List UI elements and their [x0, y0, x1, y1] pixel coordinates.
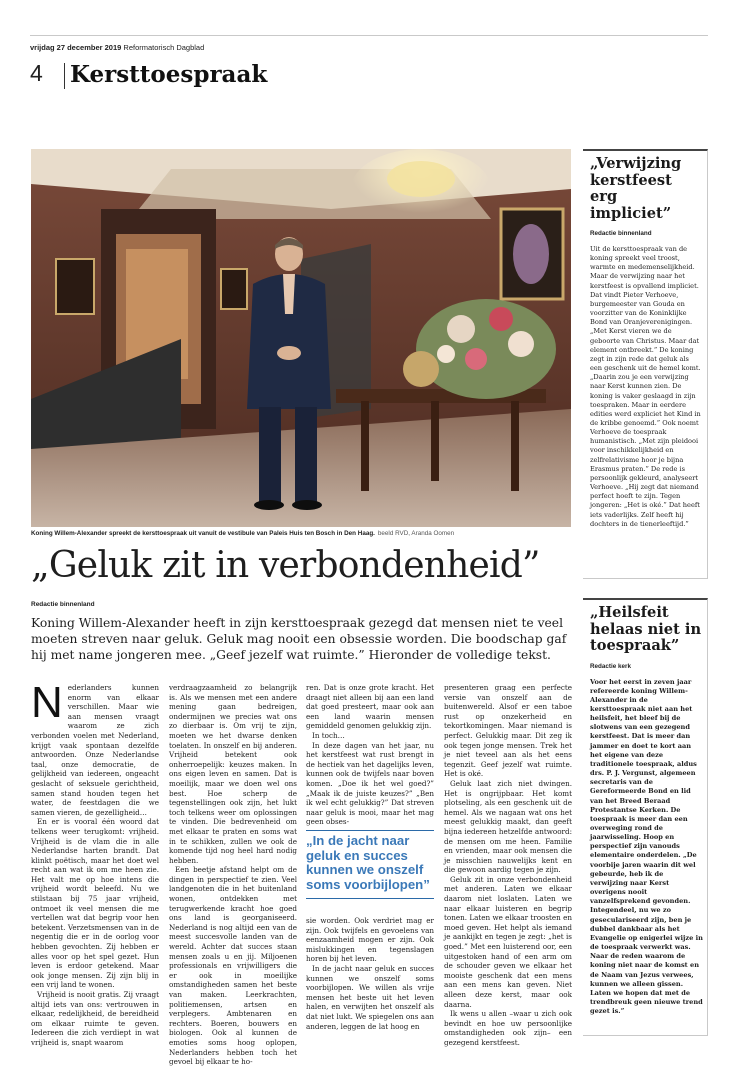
paragraph: In deze dagen van het jaar, nu het kerstfeest wat rust brengt in de hectiek van het dagelijks leven, kunnen ook de twijfels naar boven komen. „Doe ik het wel goed?” „Maak ik de juiste keuzes?” „Ben ik wel echt gelukkig?” Dat streven naar geluk is mooi, maar het mag geen obses- [306, 740, 434, 827]
paragraph: Geluk zit in onze verbondenheid met anderen. Laten we elkaar daarom niet loslaten. Laten we naar elkaar luisteren en begrip tonen. Laten we elkaar troosten en moed geven. Het helpt als iemand je aankijkt en tegen je zegt: „het is goed.” Met een luisterend oor, een uitgestoken hand of een arm om de schouder geven we elkaar het mooiste geschenk dat een mens aan een mens kan geven. Niet alleen deze kerst, maar ook daarna. [444, 874, 572, 1009]
paragraph: presenteren graag een perfecte versie van onszelf aan de buitenwereld. Alsof er een taboe rust op onzekerheid en tekortkomingen. Maar niemand is perfect. Gelukkig maar. Dit zeg ik ook tegen jonge mensen. Trek het je niet teveel aan als het eens tegenzit. Geef jezelf wat ruimte. Het is oké. [444, 683, 572, 779]
photo-illustration [31, 149, 571, 527]
sidebar-text: Voor het eerst in zeven jaar refereerde koning Willem-Alexander in de kersttoespraak niet aan het heilsfeit, het bleef bij de slotwens van een gezegend kerstfeest. Dat is meer dan jammer en doet te kort aan het eigene van deze traditionele toespraak, aldus drs. P. J. Vergunst, algemeen secretaris van de Gereformeerde Bond en lid van het Breed Beraad Protestantse Kerken. De toespraak is meer dan een overweging rond de jaarwisseling. Hoop en perspectief zijn vanouds elementaire onderdelen. „De voorbije jaren waarin dit wel gebeurde, heb ik de verwijzing naar Kerst overigens nooit vanzelfsprekend gevonden. Integendeel, nu we zo geseculariseerd zijn, ben je dubbel dankbaar als het Evangelie op enigerlei wijze in de toespraak verwerkt was. Naar de reden waarom de koning niet naar de komst en de Naam van Jezus verwees, kunnen we alleen gissen. Laten we hopen dat met de trendbreuk geen nieuwe trend gezet is.” [590, 677, 703, 1016]
photo-caption [31, 530, 576, 537]
pull-quote-rule [306, 898, 434, 899]
article-headline: „Geluk zit in verbondenheid” [31, 545, 540, 586]
article-column-2 [169, 683, 297, 1067]
paragraph: Vrijheid is nooit gratis. Zij vraagt altijd iets van ons: vertrouwen in elkaar, redelijkheid, de bereidheid om elkaar ruimte te geven. Iedereen die zich verdiept in wat vrijheid is, snapt waarom [31, 990, 159, 1047]
pull-quote-text: „In de jacht naar geluk en succes kunnen we onszelf soms voorbijlopen” [306, 833, 430, 892]
top-rule [30, 35, 708, 36]
paragraph: verdraagzaamheid zo belangrijk is. Als we mensen met een andere mening gaan bedreigen, ondermijnen we precies wat ons zo dierbaar is. Om vrij te zijn, moeten we het dwarse denken toelaten. In onszelf en bij anderen. Vrijheid betekent ook onherroepelijk: keuzes maken. In ons eigen leven en samen. Dat is moeilijk, maar we doen wel ons best. Hoe scherp de tegenstellingen ook zijn, het lukt toch telkens weer om oplossingen te vinden. Die bedrevenheid om met elkaar te praten en soms wat in te schikken, zullen we ook de komende tijd nog heel hard nodig hebben. [169, 683, 297, 865]
king-photo [31, 149, 571, 527]
paragraph: Geluk laat zich niet dwingen. Het is ongrijpbaar. Het komt plotseling, als een geschenk uit de hemel. Als we nagaan wat ons het meest gelukkig maakt, dan geeft bijna iedereen hetzelfde antwoord: de mensen om me heen. Familie en vrienden, maar ook mensen die je misschien nauwelijks kent en die gewoon aardig tegen je zijn. [444, 778, 572, 875]
paragraph: Ik wens u allen –waar u zich ook bevindt en hoe uw persoonlijke omstandigheden ook zijn– een gezegend kerstfeest. [444, 1009, 572, 1047]
sidebar-headline: „Verwijzing kerstfeest erg impliciet” [590, 155, 682, 222]
dateline [30, 43, 204, 52]
paragraph: In toch… [312, 730, 345, 740]
paragraph: ederlanders kunnen enorm van elkaar verschillen. Maar wie aan mensen vraagt waarom ze zich verbonden voelen met Nederland, krijgt vaak spontaan dezelfde antwoorden. Onze Nederlandse taal, onze democratie, de gelijkheid van iedereen, ongeacht geslacht of seksuele gerichtheid, samen stand houden tegen het water, de feestdagen die we samen vieren, de gezelligheid… [31, 683, 159, 817]
paragraph: sie worden. Ook verdriet mag er zijn. Ook twijfels en gevoelens van eenzaamheid mogen er zijn. Ook mislukkingen en tegenslagen horen bij het leven. [306, 916, 434, 964]
article-byline: Redactie binnenland [31, 601, 95, 608]
pull-quote [306, 830, 434, 899]
page-number: 4 [30, 60, 43, 86]
sidebar-headline: „Heilsfeit helaas niet in toespraak” [590, 604, 702, 654]
sidebar-text: Uit de kersttoespraak van de koning spreekt veel troost, warmte en medemenselijkheid. Maar de verwijzing naar het kerstfeest is opvallend impliciet. Dat vindt Pieter Verhoeve, burgemeester van Gouda en voorzitter van de Koninklijke Bond van Oranjeverenigingen. „Met Kerst vieren we de geboorte van Christus. Maar dat element ontbreekt.” De koning zegt in zijn rede dat geluk als een geschenk uit de hemel komt. „Daarin zou je een verwijzing naar Kerst kunnen zien. De koning is vaker geslaagd in zijn toespraken. Maar in eerdere edities werd expliciet het Kind in de kribbe genoemd.” Ook noemt Verhoeve de toespraak humanistisch. „Met zijn pleidooi voor inschikkelijkheid en zelfrelativisme hoor je bijna Erasmus praten.” De rede is persoonlijk gekleurd, analyseert Verhoeve. „Hij zegt dat niemand perfect hoeft te zijn. Tegen jongeren: „Het is oké.” Dat heeft iets vaderlijks. Zelf heeft hij dochters in de tienerleeftijd.” [590, 245, 701, 528]
paragraph: Een beetje afstand helpt om de dingen in perspectief te zien. Veel landgenoten die in het buitenland wonen, ontdekken met terugwerkende kracht hoe goed ons land is georganiseerd. Nederland is nog altijd een van de meest succesvolle landen van de wereld. Achter dat succes staan mensen zoals u en jij. Miljoenen professionals en vrijwilligers die er ook in moeilijke omstandigheden samen het beste van maken. Leerkrachten, politiemensen, artsen en verplegers. Ambtenaren en rechters. Boeren, bouwers en biologen. Ook al kunnen de emoties soms hoog oplopen, Nederlanders hebben toch het gevoel bij elkaar te ho- [169, 865, 297, 1067]
article-column-1 [31, 678, 159, 1048]
article-lead: Koning Willem-Alexander heeft in zijn kersttoespraak gezegd dat mensen niet te veel moeten streven naar geluk. Geluk mag nooit een obsessie worden. Die boodschap gaf hij met name jongeren mee. „Geef jezelf wat ruimte.” Hieronder de volledige tekst. [31, 616, 567, 662]
article-column-3-bottom [306, 916, 434, 1031]
section-title: Kersttoespraak [70, 61, 268, 88]
article-column-3-top [306, 683, 434, 827]
paragraph: ren. Dat is onze grote kracht. Het draagt niet alleen bij aan een land dat goed presteert, maar ook aan een land waarin mensen gemiddeld genomen gelukkig zijn. [306, 683, 434, 731]
sidebar-byline: Redactie binnenland [590, 230, 652, 237]
photo-credit: beeld RVD, Aranda Oomen [377, 530, 455, 537]
article-column-4 [444, 683, 572, 1048]
drop-cap: N [31, 678, 63, 727]
sidebar-verwijzing [583, 149, 708, 579]
paragraph: In de jacht naar geluk en succes kunnen we onszelf soms voorbijlopen. We willen als vrije mensen het beste uit het leven halen, en verwijten het onszelf als dat niet lukt. We spiegelen ons aan anderen, leggen de lat hoog en [306, 963, 434, 1031]
publication-name: Reformatorisch Dagblad [123, 43, 205, 52]
caption-text: Koning Willem-Alexander spreekt de kersttoespraak uit vanuit de vestibule van Paleis Huis ten Bosch in Den Haag. [31, 530, 375, 537]
sidebar-byline: Redactie kerk [590, 662, 631, 670]
page-separator [64, 63, 65, 89]
paragraph: En er is vooral één woord dat telkens weer terugkomt: vrijheid. Vrijheid is de vlam die in alle Nederlandse harten brandt. Dat klinkt poëtisch, maar het doet wel recht aan wat ik om me heen zie. Het valt me op hoe intens die vrijheid wordt beleefd. Nu we stilstaan bij 75 jaar vrijheid, ontmoet ik veel mensen die me vertellen wat dat begrip voor hen betekent. Verzetsmensen van in de negentig die er in de oorlog voor hebben gevochten. Zij hebben er alles voor op het spel gezet. Hun leven is erdoor getekend. Maar ook jonge mensen. Zij zijn blij in een vrij land te wonen. [31, 817, 159, 990]
sidebar-heilsfeit [583, 598, 708, 1036]
date: vrijdag 27 december 2019 [30, 43, 122, 52]
